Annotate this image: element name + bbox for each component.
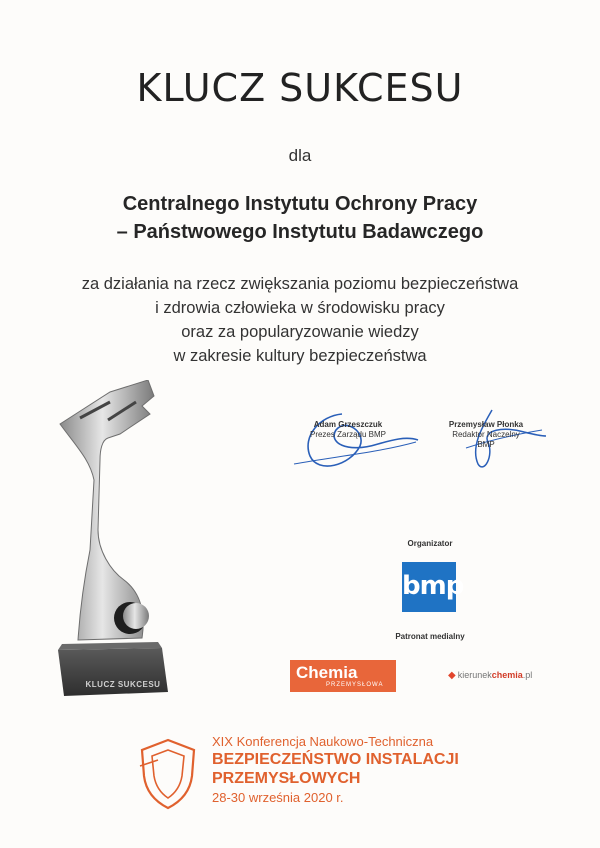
recipient-line-2: – Państwowego Instytutu Badawczego: [116, 221, 484, 243]
reason-line-3: oraz za popularyzowanie wiedzy: [181, 323, 419, 341]
kierunek-suffix: .pl: [522, 670, 533, 680]
chemia-logo-main: Chemia: [296, 663, 358, 682]
conference-name: XIX Konferencja Naukowo-Techniczna: [212, 734, 434, 749]
trophy-plate-text: KLUCZ SUKCESU: [85, 680, 161, 689]
signature-president: [300, 420, 396, 440]
kierunek-prefix: kierunek: [457, 670, 492, 680]
signer-role: Redaktor Naczelny: [452, 430, 520, 439]
organizer-label: Organizator: [407, 539, 453, 548]
conference-title-line-1: BEZPIECZEŃSTWO INSTALACJI: [212, 751, 459, 768]
chemia-logo-sub: PRZEMYSŁOWA: [326, 682, 384, 688]
chemia-przemyslowa-logo: [290, 660, 396, 692]
bmp-logo-text: bmp: [402, 571, 464, 601]
recipient-line-1: Centralnego Instytutu Ochrony Pracy: [122, 193, 478, 215]
conference-dates: 28-30 września 2020 r.: [212, 790, 344, 805]
diamond-icon: ◆: [448, 670, 456, 681]
trophy-illustration: [50, 380, 190, 710]
reason-line-4: w zakresie kultury bezpieczeństwa: [173, 347, 427, 365]
recipient-name: [0, 190, 600, 246]
reason-line-2: i zdrowia człowieka w środowisku pracy: [155, 299, 445, 317]
media-patronage-label: Patronat medialny: [395, 632, 465, 641]
certificate-title: KLUCZ SUKCESU: [136, 66, 464, 110]
kierunek-highlight: chemia: [491, 670, 523, 680]
signer-name: Adam Grzeszczuk: [313, 420, 383, 429]
bmp-logo: [402, 562, 464, 612]
signer-role-2: BMP: [477, 440, 495, 449]
conference-info: [212, 733, 512, 807]
signature-editor: [444, 420, 528, 450]
conference-title-line-2: PRZEMYSŁOWYCH: [212, 770, 361, 787]
shield-icon: [136, 736, 200, 810]
signer-name: Przemysław Płonka: [448, 420, 524, 429]
kierunek-chemia-logo: [448, 670, 532, 681]
signer-role: Prezes Zarządu BMP: [309, 430, 387, 439]
for-label: dla: [288, 146, 312, 165]
reason-line-1: za działania na rzecz zwiększania poziomu bezpieczeństwa: [81, 275, 519, 293]
award-reason: [0, 272, 600, 368]
